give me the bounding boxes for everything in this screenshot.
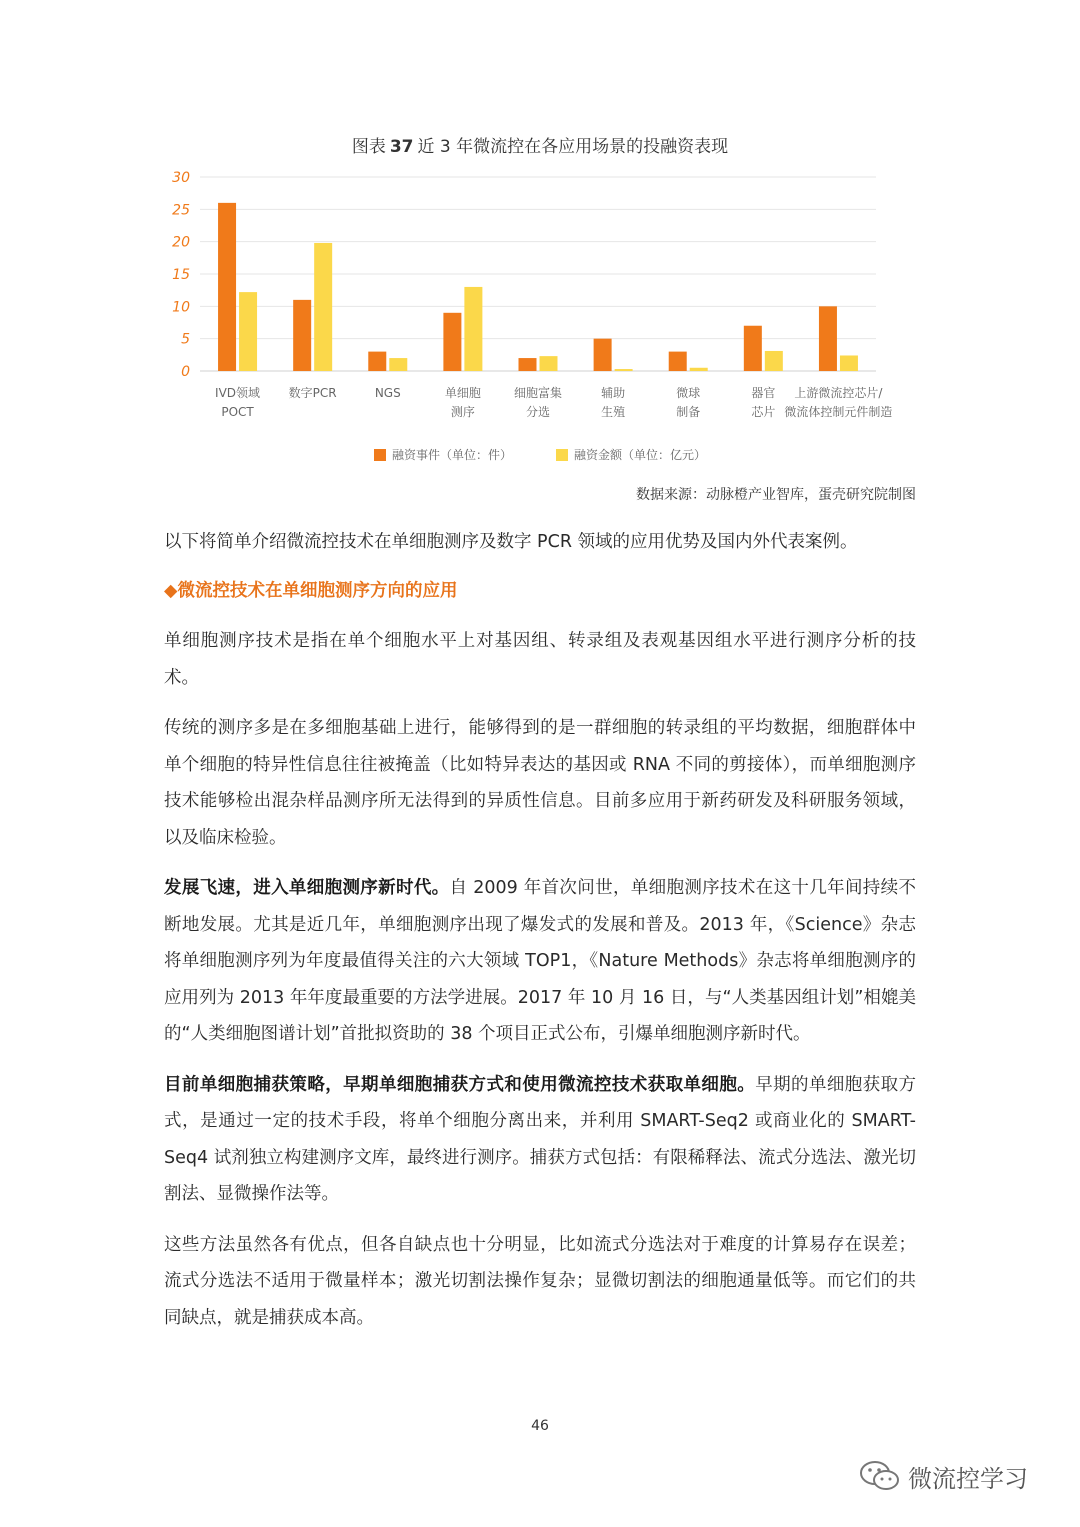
article-body: [164, 524, 916, 1350]
x-category-label: 生殖: [601, 405, 626, 419]
paragraph-4-lead: 目前单细胞捕获策略，早期单细胞捕获方式和使用微流控技术获取单细胞。: [164, 1074, 756, 1095]
bar: [368, 352, 386, 371]
paragraph-2: 传统的测序多是在多细胞基础上进行，能够得到的是一群细胞的转录组的平均数据，细胞群体中单个细胞的特异性信息往往被掩盖（比如特异表达的基因或 RNA 不同的剪接体），而单细胞测序技术能够检出混杂样品测序所无法得到的异质性信息。目前多应用于新药研发及科研服务领域，以及临床检验。: [164, 718, 916, 848]
bar: [464, 287, 482, 371]
x-category-label: 数字PCR: [288, 386, 337, 400]
legend-item-amount: [556, 446, 706, 463]
y-tick-label: 15: [172, 267, 190, 283]
x-category-label: 测序: [450, 405, 475, 419]
paragraph-3: [164, 870, 916, 1053]
x-category-label: 辅助: [601, 386, 626, 400]
bar: [218, 203, 236, 371]
watermark-text: 微流控学习: [908, 1464, 1028, 1493]
section-heading: ◆微流控技术在单细胞测序方向的应用: [164, 580, 458, 601]
y-tick-label: 0: [181, 364, 190, 380]
bar: [840, 355, 858, 371]
bar: [540, 356, 558, 371]
wechat-icon: [858, 1458, 902, 1494]
x-category-label: 微流体控制元件制造: [784, 405, 893, 419]
bar: [690, 368, 708, 371]
legend-label-amount: 融资金额（单位：亿元）: [574, 448, 707, 462]
x-category-label: IVD领域: [215, 386, 261, 400]
bar: [314, 243, 332, 371]
figure-title: [0, 132, 1080, 157]
x-category-label: 制备: [676, 405, 701, 419]
paragraph-3-text: 自 2009 年首次问世，单细胞测序技术在这十几年间持续不断地发展。尤其是近几年，单细胞测序出现了爆发式的发展和普及。2013 年，《Science》杂志将单细胞测序列为年度最值得关注的六大领域 TOP1，《Nature Methods》杂志将单细胞测序的应用列为 2013 年年度最重要的方法学进展。2017 年 10 月 16 日，与“人类基因组计划”相媲美的“人类细胞图谱计划”首批拟资助的 38 个项目正式公布，引爆单细胞测序新时代。: [164, 878, 916, 1044]
bar: [443, 313, 461, 371]
figure-number: 37: [389, 137, 414, 157]
page-number: 46: [531, 1418, 549, 1434]
y-tick-label: 25: [172, 202, 190, 219]
legend-item-events: [374, 446, 512, 463]
bar: [389, 358, 407, 371]
bar-chart: [0, 160, 1080, 430]
paragraph-3-lead: 发展飞速，进入单细胞测序新时代。: [164, 878, 450, 898]
bar: [519, 358, 537, 371]
y-tick-label: 20: [172, 234, 190, 251]
paragraph-4: [164, 1067, 916, 1213]
bar: [293, 300, 311, 371]
x-category-label: 微球: [676, 386, 701, 400]
bar: [594, 339, 612, 371]
paragraph-4-text: 早期的单细胞获取方式，是通过一定的技术手段，将单个细胞分离出来，并利用 SMART-Seq2 或商业化的 SMART-Seq4 试剂独立构建测序文库，最终进行测序。捕获方式包括：有限稀释法、流式分选法、激光切割法、显微操作法等。: [164, 1074, 917, 1204]
paragraph-5: 这些方法虽然各有优点，但各自缺点也十分明显，比如流式分选法对于难度的计算易存在误差；流式分选法不适用于微量样本；激光切割法操作复杂；显微切割法的细胞通量低等。而它们的共同缺点，就是捕获成本高。: [164, 1234, 916, 1328]
figure-label: 图表: [351, 137, 386, 157]
bar: [239, 292, 257, 371]
figure-title-text: 近 3 年微流控在各应用场景的投融资表现: [417, 137, 729, 157]
bar: [669, 352, 687, 371]
x-category-label: 芯片: [751, 405, 776, 419]
paragraph-1: 单细胞测序技术是指在单个细胞水平上对基因组、转录组及表观基因组水平进行测序分析的技术。: [164, 631, 916, 688]
x-category-label: 上游微流控芯片/: [794, 386, 883, 400]
y-tick-label: 30: [172, 170, 190, 186]
watermark: [858, 1458, 1028, 1494]
x-category-label: 单细胞: [444, 386, 481, 400]
intro-paragraph: 以下将简单介绍微流控技术在单细胞测序及数字 PCR 领域的应用优势及国内外代表案例。: [164, 532, 858, 552]
x-category-label: 分选: [525, 405, 551, 419]
chart-legend: [0, 446, 1080, 463]
bar: [744, 326, 762, 371]
x-category-label: 器官: [751, 386, 776, 400]
figure-source: 数据来源：动脉橙产业智库，蛋壳研究院制图: [636, 487, 916, 503]
y-tick-label: 10: [172, 299, 190, 316]
x-category-label: 细胞富集: [513, 386, 563, 400]
x-category-label: NGS: [374, 386, 401, 400]
bar: [765, 351, 783, 371]
legend-swatch-orange: [374, 449, 386, 461]
y-tick-label: 5: [181, 331, 190, 348]
legend-label-events: 融资事件（单位：件）: [391, 448, 512, 462]
bar: [819, 306, 837, 371]
x-category-label: POCT: [221, 405, 254, 419]
legend-swatch-yellow: [556, 449, 568, 461]
bar: [615, 369, 633, 371]
